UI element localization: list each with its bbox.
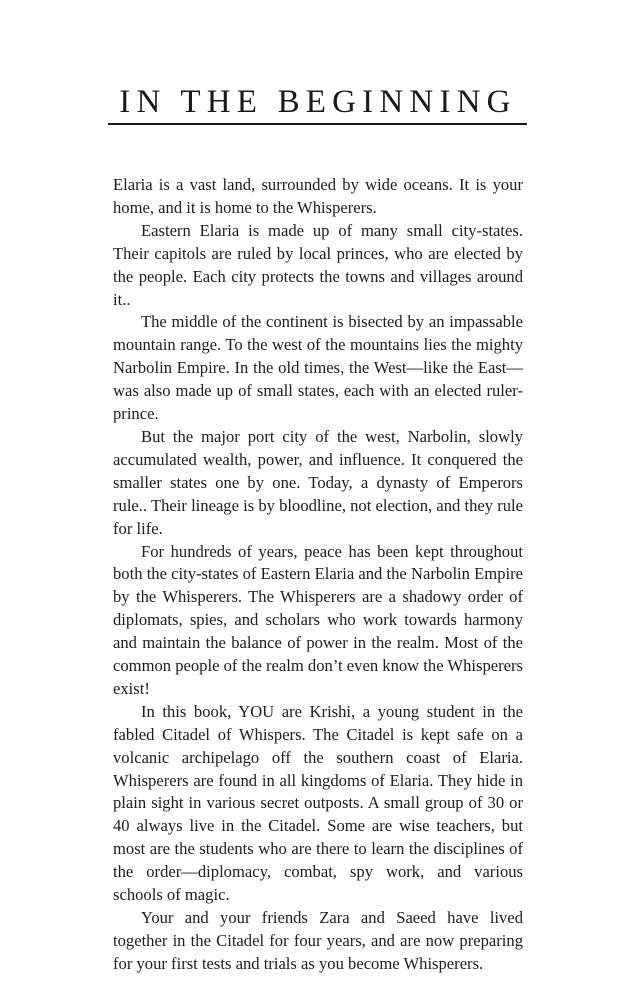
chapter-body xyxy=(113,174,523,976)
paragraph: The middle of the continent is bisected by an impassable mountain range. To the west of the mountains lies the mighty Narbolin Empire. In the old times, the West—like the East—was also made up of small states, each with an elected ruler-prince. xyxy=(113,312,523,424)
chapter-title: IN THE BEGINNING xyxy=(119,84,517,120)
paragraph: Your and your friends Zara and Saeed have lived together in the Citadel for four years, and are now preparing for your first tests and trials as you become Whisperers. xyxy=(113,908,523,973)
paragraph: In this book, YOU are Krishi, a young student in the fabled Citadel of Whispers. The Citadel is kept safe on a volcanic archipelago off the southern coast of Elaria. Whisperers are found in all kingdoms of Elaria. They hide in plain sight in various secret outposts. A small group of 30 or 40 always live in the Citadel. Some are wise teachers, but most are the students who are there to learn the disciplines of the order—diplomacy, combat, spy work, and various schools of magic. xyxy=(113,701,523,905)
paragraph: For hundreds of years, peace has been kept throughout both the city-states of Eastern Elaria and the Narbolin Empire by the Whisperers. The Whisperers are a shadowy order of diplomats, spies, and scholars who work towards harmony and maintain the balance of power in the realm. Most of the common people of the realm don’t even know the Whisperers exist! xyxy=(113,541,523,698)
paragraph: Eastern Elaria is made up of many small city-states. Their capitols are ruled by local princes, who are elected by the people. Each city protects the towns and villages around it.. xyxy=(113,220,523,309)
paragraph: Elaria is a vast land, surrounded by wide oceans. It is your home, and it is home to the Whisperers. xyxy=(113,175,523,217)
title-underline-rule xyxy=(108,123,527,125)
paragraph: But the major port city of the west, Narbolin, slowly accumulated wealth, power, and influence. It conquered the smaller states one by one. Today, a dynasty of Emperors rule.. Their lineage is by bloodline, not election, and they rule for life. xyxy=(113,426,523,538)
